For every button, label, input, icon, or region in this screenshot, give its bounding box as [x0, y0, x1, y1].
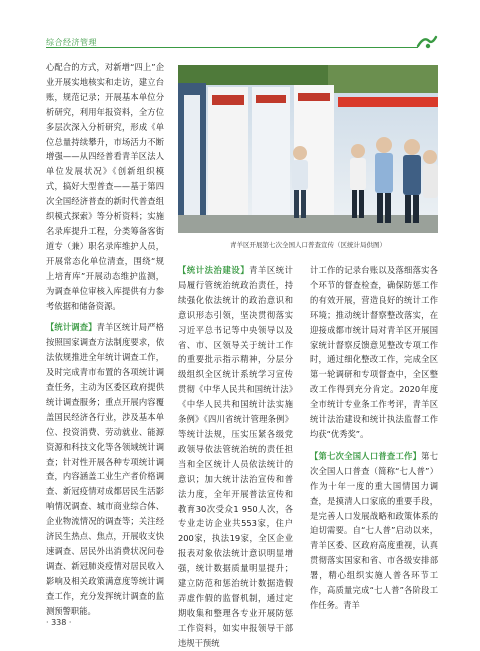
- section-heading-census: 【第七次全国人口普查工作】: [310, 450, 422, 461]
- paragraph: 【统计调查】青羊区统计局严格按照国家调查方法制度要求，依法依规推进全年统计调查工作，及时完成青市布置的各项统计调查任务，主动为区委区政府提供统计调查服务；重点开展内容覆盖国民经济各行业，涉及基本单位、投资消费、劳动就业、能源资源和科技文化等各领域统计调查；针对性开展各种专项统计调查，内容涵盖工业生产者价格调查、新冠疫情对成都居民生活影响情况调查、城市商业综合体、企业物流情况的调查等；关注经济民生热点、焦点，开展收支快速调查、居民外出消费状况问卷调查、新冠肺炎疫情对居民收入影响及相关政策满意度等统计调查工作，充分发挥统计调查的监测预警职能。: [46, 322, 164, 616]
- paragraph: 心配合的方式，对新增“四上”企业开展实地核实和走访，建立台账，规范记录；开展基本单位分析研究，利用年报资料，全方位多层次深入分析研究，形成《单位总量持续攀升，市场活力不断增强——从四经普看青羊区法人单位发展状况》《创新组织模式，搞好大型普查——基于第四次全国经济普查的新时代普查组织模式探索》等分析资料；实施名录库提升工程，分类筹备客街道专（兼）职名录库维护人员，开展常态化单位清查，围绕“规上培育库”开展动态维护监测，为调查单位审核入库提供有力参考依据和储备资源。: [46, 62, 164, 311]
- event-photo: [178, 65, 438, 233]
- page-header: [0, 0, 480, 46]
- section-header-title: 综合经济管理: [46, 38, 97, 47]
- paragraph: 计工作的记录台账以及落细落实各个环节的督查检查，确保防惩工作的有效开展，营造良好的统计工作环境；推动统计督察整改落实，在迎接成都市统计局对青羊区开展国家统计督察反馈意见整改专项工作时，通过细化整改工作，完成全区第一轮调研和专项督查中，全区整改工作得到充分肯定。2020年度全市统计专业条工作考评，青羊区统计法治建设和统计执法监督工作均获“优秀奖”。: [310, 265, 438, 439]
- paragraph: 【统计法治建设】青羊区统计局履行管统治统政治责任，持续强化依法统计的政治意识和意识形态引领，坚决贯彻落实习近平总书记等中央领导以及省、市、区领导关于统计工作的重要批示指示精神，分层分级组织全区统计系统学习宣传贯彻《中华人民共和国统计法》《中华人民共和国统计法实施条例》《四川省统计管理条例》等统计法规，压实压紧各级党政领导依法管统治统的责任担当和全区统计人员依法统计的意识；加大统计法治宣传和普法力度，全年开展普法宣传和教育30次受众1 950人次，各专业走访企业共553家，住户200家，执法19家，全区企业报表对象依法统计意识明显增强，统计数据质量明显提升；建立防范和惩治统计数据造假弄虚作假的监督机制，通过定期收集和整理各专业开展防惩工作资料，如实申报领导干部违规干预统: [178, 265, 293, 648]
- text-column-3: [310, 263, 438, 623]
- photo-caption: 青羊区开展第七次全国人口普查宣传（区统计局供图）: [230, 241, 386, 249]
- paragraph: 【第七次全国人口普查工作】第七次全国人口普查（简称“七人普”）作为十年一度的重大国情国力调查，是摸清人口家底的重要手段，是完善人口发展战略和政策体系的迫切需要。自“七人普”启动以来，青羊区委、区政府高度重视，认真贯彻落实国家和省、市各级安排部署，精心组织实施人普各环节工作，高质量完成“七人普”各阶段工作任务。青羊: [310, 450, 438, 610]
- swoosh-logo-icon: [416, 34, 438, 50]
- page-number: · 338 ·: [46, 618, 72, 627]
- section-heading-statistical-survey: 【统计调查】: [46, 322, 97, 333]
- section-heading-legal-construction: 【统计法治建设】: [178, 265, 250, 275]
- text-column-1: [46, 60, 164, 620]
- header-rule: [46, 47, 418, 48]
- text-column-2: [178, 263, 293, 648]
- photo-illustration: [178, 65, 438, 233]
